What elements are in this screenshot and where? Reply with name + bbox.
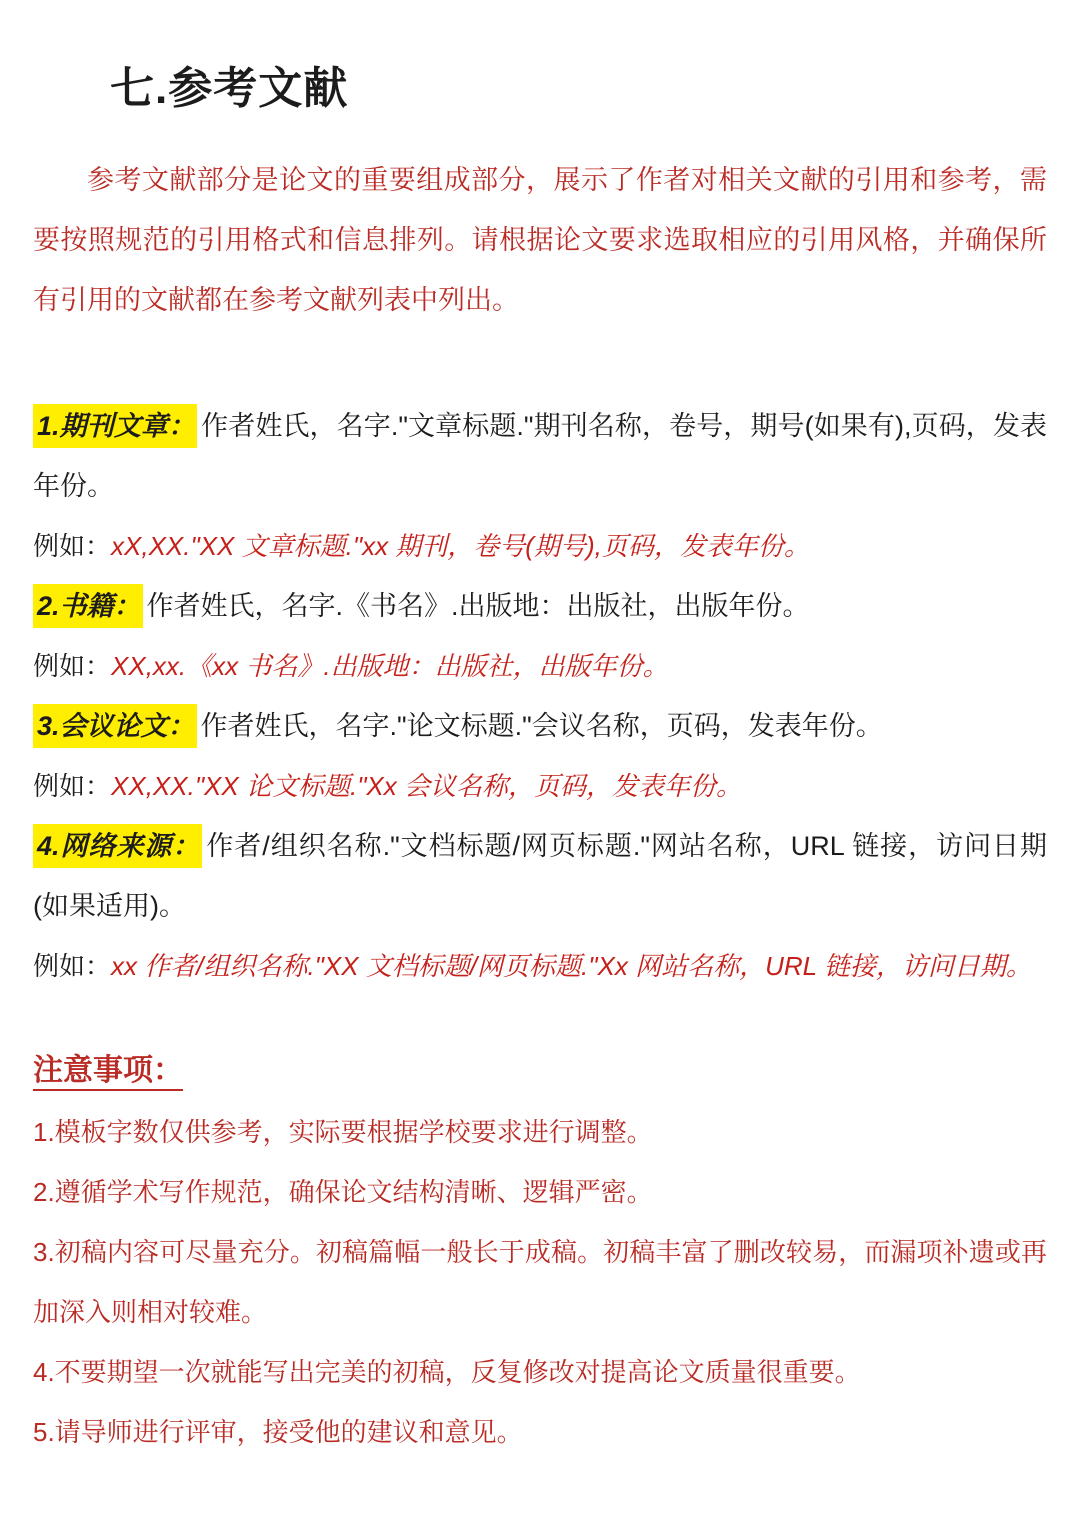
example-label: 例如：: [33, 651, 112, 681]
note-item: 2.遵循学术写作规范，确保论文结构清晰、逻辑严密。: [33, 1177, 653, 1207]
intro-paragraph: 参考文献部分是论文的重要组成部分，展示了作者对相关文献的引用和参考，需要按照规范的引用格式和信息排列。请根据论文要求选取相应的引用风格，并确保所有引用的文献都在参考文献列表中列出。: [33, 165, 1047, 315]
citation-format: 作者姓氏，名字."文章标题."期刊名称，卷号，期号(如果有),页码，发表年份。: [33, 411, 1047, 501]
notes-section: [33, 1040, 1047, 1462]
citation-item-conference: [33, 696, 1047, 756]
citation-item-book: [33, 576, 1047, 636]
note-item: 4.不要期望一次就能写出完美的初稿，反复修改对提高论文质量很重要。: [33, 1357, 861, 1387]
example-text: XX,xx.《xx 书名》.出版地：出版社，出版年份。: [111, 651, 669, 681]
citation-example-book: [33, 636, 1047, 696]
citation-example-journal: [33, 516, 1047, 576]
example-text: XX,XX."XX 论文标题."Xx 会议名称，页码，发表年份。: [111, 771, 742, 801]
example-label: 例如：: [33, 771, 112, 801]
citation-format: 作者/组织名称."文档标题/网页标题."网站名称，URL 链接，访问日期(如果适用)。: [33, 831, 1047, 921]
page-title: 七.参考文献: [110, 64, 349, 113]
example-text: xX,XX."XX 文章标题."xx 期刊，卷号(期号),页码，发表年份。: [111, 531, 810, 561]
example-label: 例如：: [33, 531, 112, 561]
note-item: 1.模板字数仅供参考，实际要根据学校要求进行调整。: [33, 1117, 653, 1147]
citation-list: [33, 396, 1047, 996]
citation-example-web: [33, 936, 1047, 996]
citation-label-highlight: 4.网络来源：: [33, 824, 202, 868]
citation-label-highlight: 2.书籍：: [33, 584, 143, 628]
citation-format: 作者姓氏，名字."论文标题."会议名称，页码，发表年份。: [200, 711, 883, 741]
notes-heading: 注意事项：: [33, 1054, 183, 1087]
note-item: 3.初稿内容可尽量充分。初稿篇幅一般长于成稿。初稿丰富了删改较易，而漏项补遗或再加深入则相对较难。: [33, 1237, 1047, 1327]
example-text: xx 作者/组织名称."XX 文档标题/网页标题."Xx 网站名称，URL 链接，访问日期。: [111, 951, 1032, 981]
citation-example-conference: [33, 756, 1047, 816]
example-label: 例如：: [33, 951, 112, 981]
citation-item-journal: [33, 396, 1047, 516]
note-item: 5.请导师进行评审，接受他的建议和意见。: [33, 1417, 523, 1447]
citation-label-highlight: 1.期刊文章：: [33, 404, 197, 448]
citation-format: 作者姓氏，名字.《书名》.出版地：出版社，出版年份。: [146, 591, 810, 621]
citation-item-web: [33, 816, 1047, 936]
citation-label-highlight: 3.会议论文：: [33, 704, 197, 748]
